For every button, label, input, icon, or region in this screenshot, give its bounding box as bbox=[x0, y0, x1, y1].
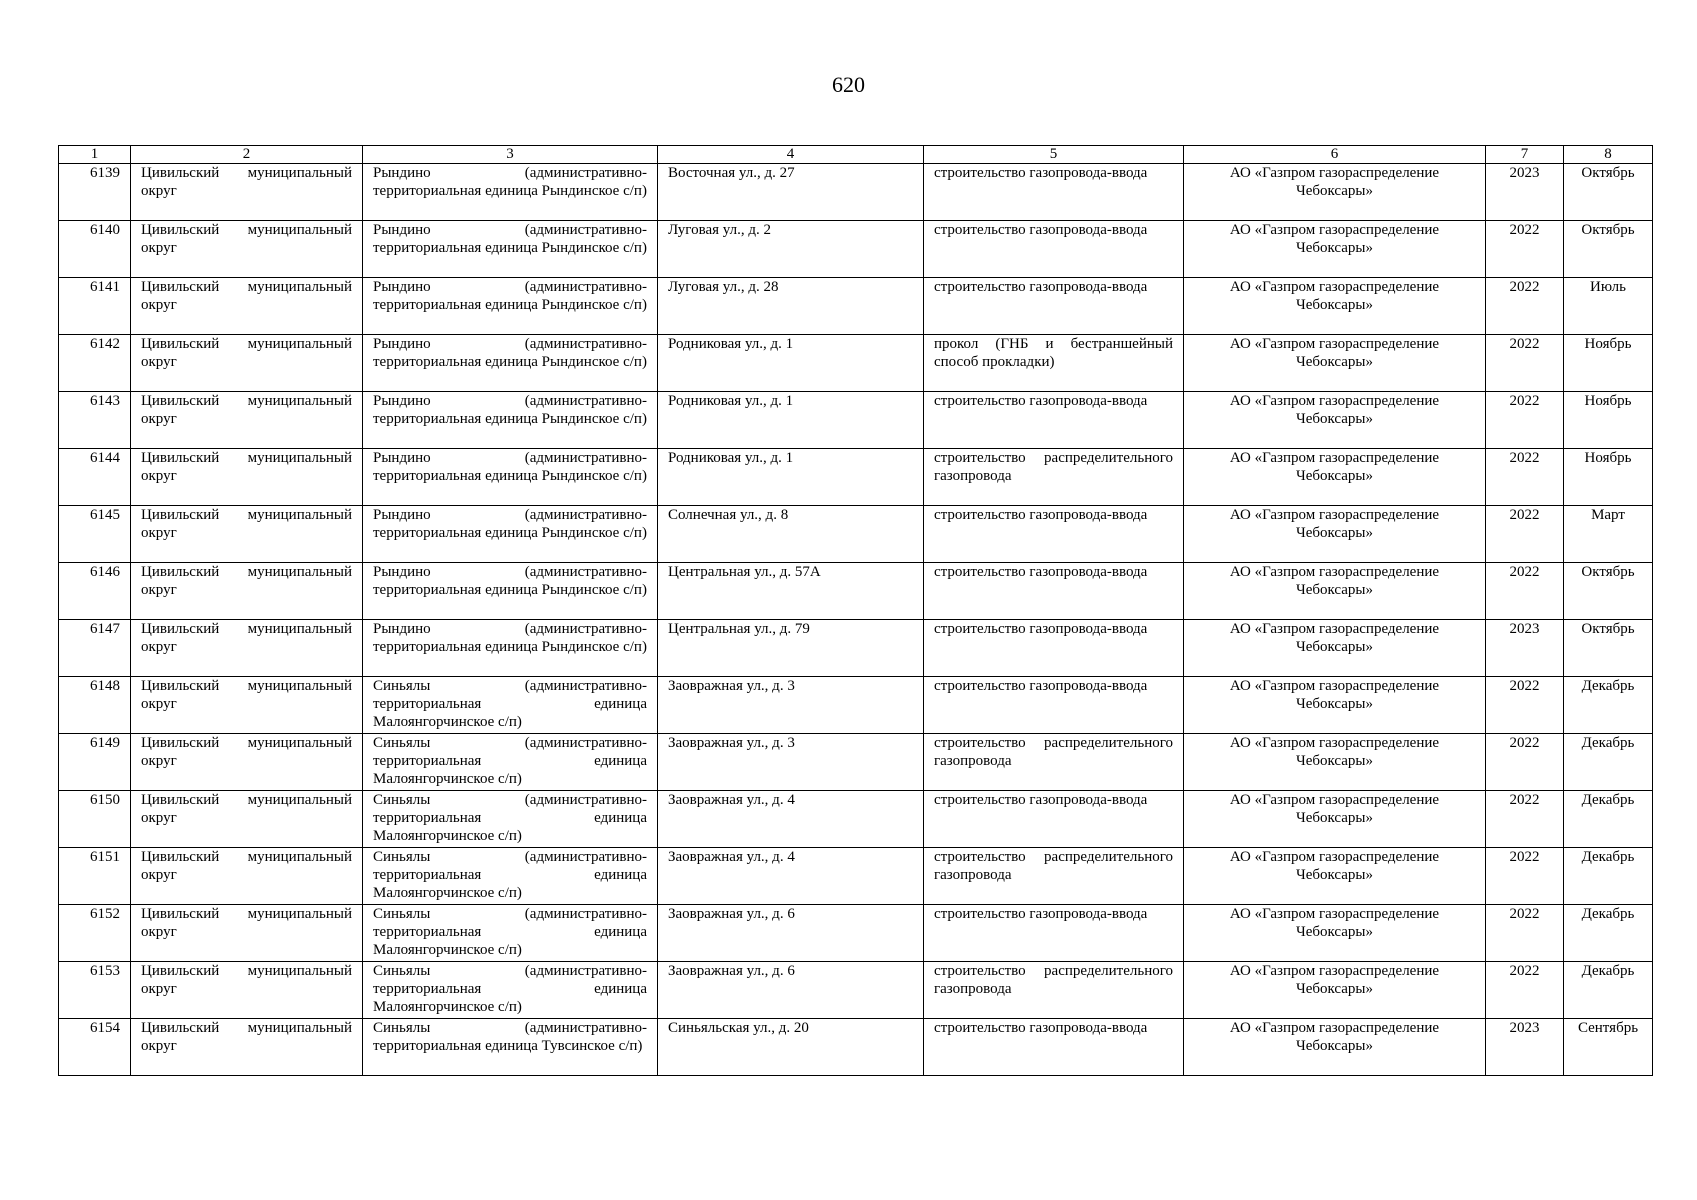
row-number: 6139 bbox=[59, 164, 131, 221]
address-cell: Солнечная ул., д. 8 bbox=[658, 506, 924, 563]
work-type-cell: строительство газопровода-ввода bbox=[924, 620, 1184, 677]
address-cell: Заовражная ул., д. 3 bbox=[658, 677, 924, 734]
year-cell: 2022 bbox=[1486, 506, 1564, 563]
address-cell: Луговая ул., д. 28 bbox=[658, 278, 924, 335]
work-type-cell: строительство распределительного газопровода bbox=[924, 848, 1184, 905]
table-row bbox=[59, 278, 1653, 335]
header-col-2: 2 bbox=[131, 146, 363, 164]
organization-cell: АО «Газпром газораспределение Чебоксары» bbox=[1184, 392, 1486, 449]
year-cell: 2022 bbox=[1486, 905, 1564, 962]
settlement-cell: Синьялы (административно-территориальная единица Малоянгорчинское с/п) bbox=[363, 848, 658, 905]
header-col-3: 3 bbox=[363, 146, 658, 164]
settlement-cell: Рындино (административно-территориальная единица Рындинское с/п) bbox=[363, 335, 658, 392]
month-cell: Декабрь bbox=[1564, 791, 1653, 848]
month-cell: Ноябрь bbox=[1564, 392, 1653, 449]
work-type-cell: строительство газопровода-ввода bbox=[924, 905, 1184, 962]
month-cell: Октябрь bbox=[1564, 164, 1653, 221]
year-cell: 2023 bbox=[1486, 620, 1564, 677]
organization-cell: АО «Газпром газораспределение Чебоксары» bbox=[1184, 221, 1486, 278]
address-cell: Синьяльская ул., д. 20 bbox=[658, 1019, 924, 1076]
district-cell: Цивильский муниципальный округ bbox=[131, 335, 363, 392]
organization-cell: АО «Газпром газораспределение Чебоксары» bbox=[1184, 677, 1486, 734]
table-row bbox=[59, 905, 1653, 962]
month-cell: Ноябрь bbox=[1564, 335, 1653, 392]
address-cell: Луговая ул., д. 2 bbox=[658, 221, 924, 278]
table-row bbox=[59, 1019, 1653, 1076]
work-type-cell: строительство газопровода-ввода bbox=[924, 791, 1184, 848]
table-row bbox=[59, 164, 1653, 221]
organization-cell: АО «Газпром газораспределение Чебоксары» bbox=[1184, 791, 1486, 848]
row-number: 6151 bbox=[59, 848, 131, 905]
month-cell: Июль bbox=[1564, 278, 1653, 335]
table-row bbox=[59, 620, 1653, 677]
row-number: 6142 bbox=[59, 335, 131, 392]
year-cell: 2022 bbox=[1486, 734, 1564, 791]
settlement-cell: Рындино (административно-территориальная единица Рындинское с/п) bbox=[363, 392, 658, 449]
work-type-cell: прокол (ГНБ и бестраншейный способ прокладки) bbox=[924, 335, 1184, 392]
work-type-cell: строительство газопровода-ввода bbox=[924, 278, 1184, 335]
row-number: 6150 bbox=[59, 791, 131, 848]
district-cell: Цивильский муниципальный округ bbox=[131, 791, 363, 848]
work-type-cell: строительство газопровода-ввода bbox=[924, 221, 1184, 278]
year-cell: 2022 bbox=[1486, 278, 1564, 335]
row-number: 6152 bbox=[59, 905, 131, 962]
year-cell: 2023 bbox=[1486, 164, 1564, 221]
header-col-8: 8 bbox=[1564, 146, 1653, 164]
row-number: 6145 bbox=[59, 506, 131, 563]
work-type-cell: строительство газопровода-ввода bbox=[924, 506, 1184, 563]
organization-cell: АО «Газпром газораспределение Чебоксары» bbox=[1184, 164, 1486, 221]
settlement-cell: Синьялы (административно-территориальная единица Малоянгорчинское с/п) bbox=[363, 677, 658, 734]
row-number: 6144 bbox=[59, 449, 131, 506]
row-number: 6147 bbox=[59, 620, 131, 677]
settlement-cell: Рындино (административно-территориальная единица Рындинское с/п) bbox=[363, 506, 658, 563]
organization-cell: АО «Газпром газораспределение Чебоксары» bbox=[1184, 962, 1486, 1019]
organization-cell: АО «Газпром газораспределение Чебоксары» bbox=[1184, 506, 1486, 563]
settlement-cell: Синьялы (административно-территориальная единица Малоянгорчинское с/п) bbox=[363, 734, 658, 791]
district-cell: Цивильский муниципальный округ bbox=[131, 1019, 363, 1076]
header-col-1: 1 bbox=[59, 146, 131, 164]
settlement-cell: Рындино (административно-территориальная единица Рындинское с/п) bbox=[363, 278, 658, 335]
row-number: 6153 bbox=[59, 962, 131, 1019]
district-cell: Цивильский муниципальный округ bbox=[131, 221, 363, 278]
address-cell: Центральная ул., д. 57А bbox=[658, 563, 924, 620]
table-row bbox=[59, 563, 1653, 620]
year-cell: 2022 bbox=[1486, 791, 1564, 848]
settlement-cell: Рындино (административно-территориальная единица Рындинское с/п) bbox=[363, 620, 658, 677]
address-cell: Восточная ул., д. 27 bbox=[658, 164, 924, 221]
table-row bbox=[59, 335, 1653, 392]
work-type-cell: строительство распределительного газопровода bbox=[924, 734, 1184, 791]
district-cell: Цивильский муниципальный округ bbox=[131, 620, 363, 677]
organization-cell: АО «Газпром газораспределение Чебоксары» bbox=[1184, 335, 1486, 392]
work-type-cell: строительство газопровода-ввода bbox=[924, 164, 1184, 221]
work-type-cell: строительство газопровода-ввода bbox=[924, 563, 1184, 620]
year-cell: 2022 bbox=[1486, 677, 1564, 734]
address-cell: Родниковая ул., д. 1 bbox=[658, 392, 924, 449]
address-cell: Родниковая ул., д. 1 bbox=[658, 335, 924, 392]
work-type-cell: строительство газопровода-ввода bbox=[924, 1019, 1184, 1076]
organization-cell: АО «Газпром газораспределение Чебоксары» bbox=[1184, 563, 1486, 620]
organization-cell: АО «Газпром газораспределение Чебоксары» bbox=[1184, 848, 1486, 905]
year-cell: 2023 bbox=[1486, 1019, 1564, 1076]
settlement-cell: Рындино (административно-территориальная единица Рындинское с/п) bbox=[363, 563, 658, 620]
address-cell: Центральная ул., д. 79 bbox=[658, 620, 924, 677]
address-cell: Заовражная ул., д. 4 bbox=[658, 848, 924, 905]
year-cell: 2022 bbox=[1486, 848, 1564, 905]
table-row bbox=[59, 221, 1653, 278]
row-number: 6148 bbox=[59, 677, 131, 734]
table-row bbox=[59, 392, 1653, 449]
district-cell: Цивильский муниципальный округ bbox=[131, 962, 363, 1019]
settlement-cell: Синьялы (административно-территориальная единица Малоянгорчинское с/п) bbox=[363, 791, 658, 848]
month-cell: Октябрь bbox=[1564, 620, 1653, 677]
district-cell: Цивильский муниципальный округ bbox=[131, 392, 363, 449]
table-row bbox=[59, 506, 1653, 563]
settlement-cell: Синьялы (административно-территориальная единица Малоянгорчинское с/п) bbox=[363, 905, 658, 962]
month-cell: Декабрь bbox=[1564, 677, 1653, 734]
work-type-cell: строительство газопровода-ввода bbox=[924, 392, 1184, 449]
year-cell: 2022 bbox=[1486, 449, 1564, 506]
table-row bbox=[59, 791, 1653, 848]
work-type-cell: строительство распределительного газопровода bbox=[924, 962, 1184, 1019]
page-number: 620 bbox=[832, 72, 865, 97]
district-cell: Цивильский муниципальный округ bbox=[131, 848, 363, 905]
organization-cell: АО «Газпром газораспределение Чебоксары» bbox=[1184, 905, 1486, 962]
header-row bbox=[59, 146, 1653, 164]
organization-cell: АО «Газпром газораспределение Чебоксары» bbox=[1184, 449, 1486, 506]
settlement-cell: Рындино (административно-территориальная единица Рындинское с/п) bbox=[363, 164, 658, 221]
address-cell: Заовражная ул., д. 3 bbox=[658, 734, 924, 791]
month-cell: Декабрь bbox=[1564, 962, 1653, 1019]
district-cell: Цивильский муниципальный округ bbox=[131, 506, 363, 563]
work-type-cell: строительство распределительного газопровода bbox=[924, 449, 1184, 506]
year-cell: 2022 bbox=[1486, 392, 1564, 449]
header-col-4: 4 bbox=[658, 146, 924, 164]
district-cell: Цивильский муниципальный округ bbox=[131, 734, 363, 791]
row-number: 6149 bbox=[59, 734, 131, 791]
table-row bbox=[59, 449, 1653, 506]
district-cell: Цивильский муниципальный округ bbox=[131, 677, 363, 734]
district-cell: Цивильский муниципальный округ bbox=[131, 164, 363, 221]
row-number: 6143 bbox=[59, 392, 131, 449]
organization-cell: АО «Газпром газораспределение Чебоксары» bbox=[1184, 734, 1486, 791]
settlement-cell: Синьялы (административно-территориальная единица Малоянгорчинское с/п) bbox=[363, 962, 658, 1019]
year-cell: 2022 bbox=[1486, 962, 1564, 1019]
row-number: 6146 bbox=[59, 563, 131, 620]
district-cell: Цивильский муниципальный округ bbox=[131, 449, 363, 506]
table-row bbox=[59, 848, 1653, 905]
row-number: 6140 bbox=[59, 221, 131, 278]
year-cell: 2022 bbox=[1486, 335, 1564, 392]
month-cell: Декабрь bbox=[1564, 734, 1653, 791]
year-cell: 2022 bbox=[1486, 221, 1564, 278]
table-row bbox=[59, 734, 1653, 791]
table-body bbox=[59, 164, 1653, 1076]
header-col-5: 5 bbox=[924, 146, 1184, 164]
row-number: 6154 bbox=[59, 1019, 131, 1076]
district-cell: Цивильский муниципальный округ bbox=[131, 278, 363, 335]
district-cell: Цивильский муниципальный округ bbox=[131, 905, 363, 962]
organization-cell: АО «Газпром газораспределение Чебоксары» bbox=[1184, 278, 1486, 335]
settlement-cell: Синьялы (административно-территориальная единица Тувсинское с/п) bbox=[363, 1019, 658, 1076]
month-cell: Декабрь bbox=[1564, 905, 1653, 962]
organization-cell: АО «Газпром газораспределение Чебоксары» bbox=[1184, 1019, 1486, 1076]
header-col-6: 6 bbox=[1184, 146, 1486, 164]
address-cell: Заовражная ул., д. 6 bbox=[658, 905, 924, 962]
table-row bbox=[59, 962, 1653, 1019]
month-cell: Декабрь bbox=[1564, 848, 1653, 905]
month-cell: Октябрь bbox=[1564, 221, 1653, 278]
month-cell: Ноябрь bbox=[1564, 449, 1653, 506]
work-type-cell: строительство газопровода-ввода bbox=[924, 677, 1184, 734]
table-row bbox=[59, 677, 1653, 734]
district-cell: Цивильский муниципальный округ bbox=[131, 563, 363, 620]
address-cell: Заовражная ул., д. 6 bbox=[658, 962, 924, 1019]
row-number: 6141 bbox=[59, 278, 131, 335]
month-cell: Октябрь bbox=[1564, 563, 1653, 620]
address-cell: Заовражная ул., д. 4 bbox=[658, 791, 924, 848]
address-cell: Родниковая ул., д. 1 bbox=[658, 449, 924, 506]
year-cell: 2022 bbox=[1486, 563, 1564, 620]
month-cell: Март bbox=[1564, 506, 1653, 563]
month-cell: Сентябрь bbox=[1564, 1019, 1653, 1076]
settlement-cell: Рындино (административно-территориальная единица Рындинское с/п) bbox=[363, 221, 658, 278]
settlement-cell: Рындино (административно-территориальная единица Рындинское с/п) bbox=[363, 449, 658, 506]
organization-cell: АО «Газпром газораспределение Чебоксары» bbox=[1184, 620, 1486, 677]
header-col-7: 7 bbox=[1486, 146, 1564, 164]
gas-works-table bbox=[58, 145, 1653, 1076]
